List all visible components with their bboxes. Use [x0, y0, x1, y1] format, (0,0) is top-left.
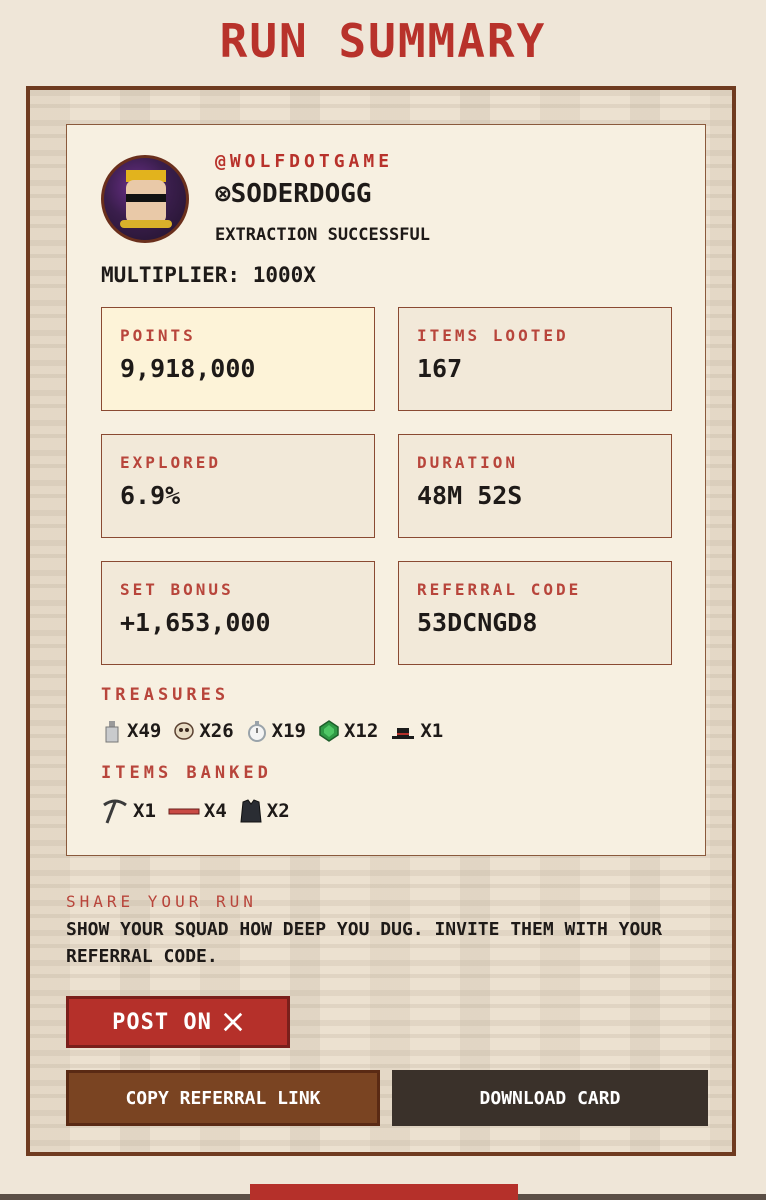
post-on-x-button[interactable] — [66, 996, 290, 1048]
multiplier: MULTIPLIER: 1000X — [101, 263, 316, 287]
game-handle: @WOLFDOTGAME — [215, 151, 394, 172]
avatar — [101, 155, 189, 243]
treasure-count: X49 — [127, 720, 162, 742]
stat-label: EXPLORED — [120, 453, 222, 472]
stat-referral-code[interactable] — [398, 561, 672, 665]
referral-code-value[interactable]: 53DCNGD8 — [417, 608, 538, 637]
stat-label: SET BONUS — [120, 580, 234, 599]
banked-count: X2 — [266, 800, 290, 822]
stat-duration — [398, 434, 672, 538]
treasure-count: X19 — [271, 720, 306, 742]
x-logo-icon — [222, 1011, 244, 1033]
stat-value: 6.9% — [120, 481, 181, 510]
extraction-status: EXTRACTION SUCCESSFUL — [215, 225, 430, 245]
treasure-count: X1 — [420, 720, 444, 742]
treasures-row — [101, 719, 443, 743]
treasure-count: X12 — [343, 720, 379, 742]
banked-count: X4 — [203, 800, 227, 822]
page-title: RUN SUMMARY — [219, 14, 547, 68]
skull-icon — [173, 719, 195, 743]
stat-label: REFERRAL CODE — [417, 580, 582, 599]
stat-value: +1,653,000 — [120, 608, 271, 637]
treasure-item — [246, 719, 306, 743]
stat-items-looted — [398, 307, 672, 411]
stat-value: 48M 52S — [417, 481, 523, 510]
bottle-icon — [101, 719, 123, 743]
run-summary-frame — [26, 86, 736, 1156]
bar-icon — [168, 799, 200, 823]
banked-item — [101, 797, 156, 825]
stat-value: 167 — [417, 354, 463, 383]
items-banked-row — [101, 797, 290, 825]
treasures-label: TREASURES — [101, 685, 230, 705]
bottom-action-bar[interactable] — [250, 1184, 518, 1200]
user-handle: ⊗SODERDOGG — [215, 179, 372, 209]
stat-label: ITEMS LOOTED — [417, 326, 569, 345]
stat-label: POINTS — [120, 326, 196, 345]
pocket-watch-icon — [246, 719, 268, 743]
sunglasses-icon — [126, 194, 166, 202]
stat-value: 9,918,000 — [120, 354, 256, 383]
vest-icon — [239, 798, 263, 824]
pickaxe-icon — [101, 797, 129, 825]
stat-points — [101, 307, 375, 411]
summary-card — [66, 124, 706, 856]
banked-count: X1 — [133, 800, 156, 822]
share-label: SHARE YOUR RUN — [66, 892, 257, 911]
treasure-item — [390, 719, 443, 743]
treasure-item — [101, 719, 161, 743]
banked-item — [239, 798, 290, 824]
stat-label: DURATION — [417, 453, 519, 472]
share-text: SHOW YOUR SQUAD HOW DEEP YOU DUG. INVITE THEM WITH YOUR REFERRAL CODE. — [66, 919, 663, 967]
banked-item — [168, 799, 227, 823]
stat-explored — [101, 434, 375, 538]
treasure-count: X26 — [199, 720, 234, 742]
post-label: POST ON — [112, 1009, 212, 1035]
stat-set-bonus — [101, 561, 375, 665]
treasure-item — [173, 719, 233, 743]
avatar-face — [126, 180, 166, 224]
treasure-item — [318, 719, 378, 743]
download-card-button[interactable]: DOWNLOAD CARD — [392, 1070, 708, 1126]
copy-referral-link-button[interactable]: COPY REFERRAL LINK — [66, 1070, 380, 1126]
emerald-icon — [318, 719, 340, 743]
hat-icon — [390, 719, 416, 743]
items-banked-label: ITEMS BANKED — [101, 763, 272, 783]
chain-icon — [120, 220, 172, 228]
